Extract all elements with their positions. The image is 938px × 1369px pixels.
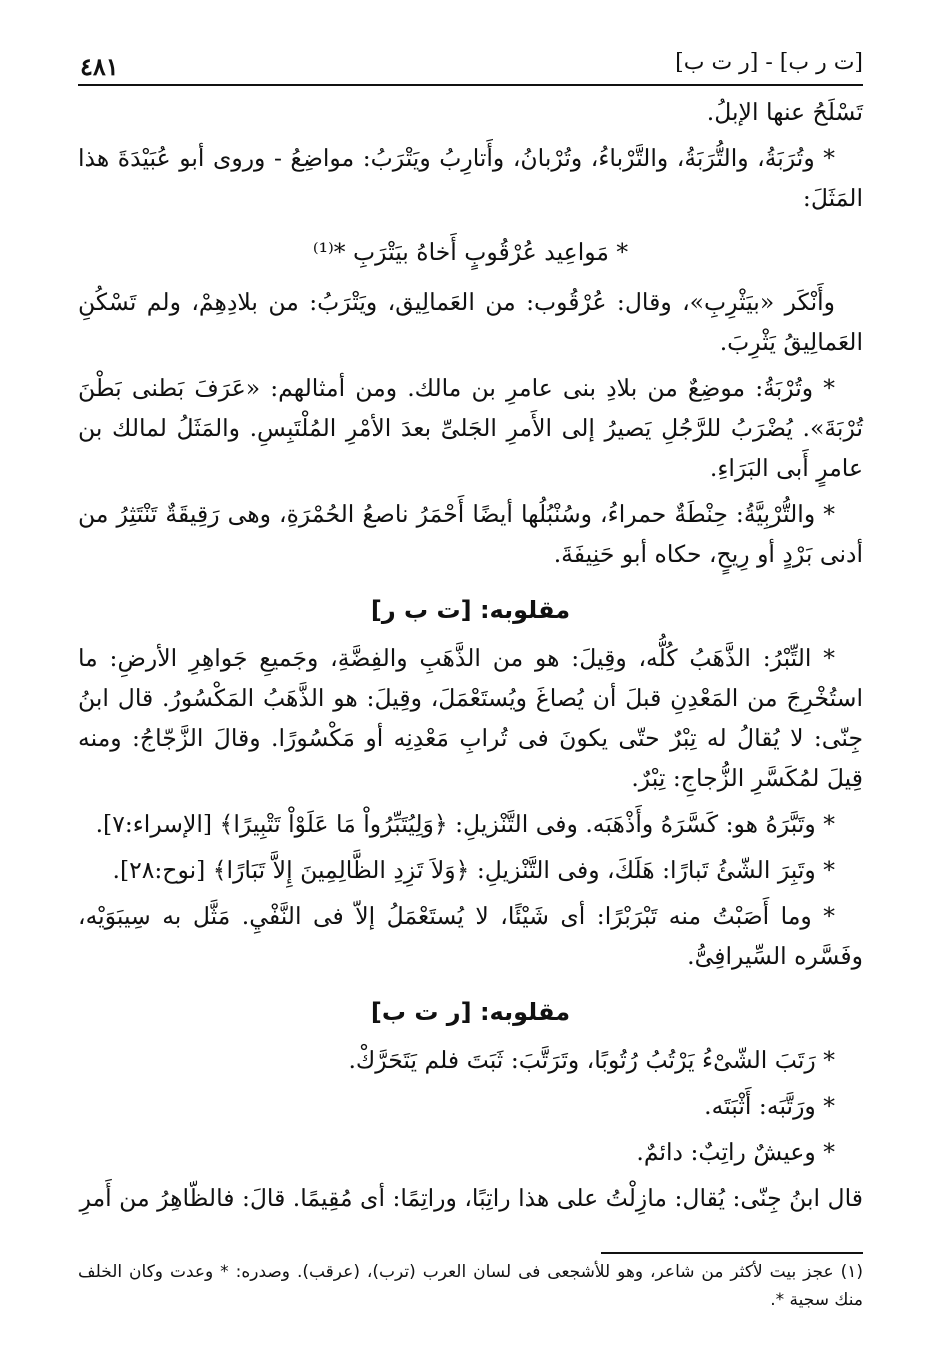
paragraph: * وتُرْبَةُ: موضِعٌ من بلادِ بنى عامرِ بن مالك. ومن أمثالهم: «عَرَفَ بَطنى بَطْنَ تُرْبَةَ». يُضْرَبُ للرَّجُلِ يَصيرُ إلى الأَمرِ الجَلىِّ بعدَ الأمْرِ المُلْتَبِسِ. والمَثَلُ لمالك بن عامرٍ أَبى البَرَاءِ.	[78, 374, 863, 482]
page-header	[78, 44, 863, 86]
paragraph: * وما أَصَبْتُ منه تَبْرَبْرًا: أى شَيْئًا، لا يُستَعْمَلُ إلاّ فى النَّفْيِ. مَثَّل به سِيبَوَيْه، وفَسَّره السِّيرافِىُّ.	[78, 902, 863, 970]
paragraph: تَسْلَحُ عنها الإبلُ.	[706, 98, 863, 126]
running-head: [ت ر ب] - [ر ت ب]	[675, 50, 863, 75]
paragraph: قال ابنُ جِنّى: يُقال: مازِلْتُ على هذا راتِبًا، وراتِمًا: أى مُقِيمًا. قالَ: فالظّاهِرُ من أَمرِ	[79, 1184, 863, 1212]
paragraph: * وتَبِرَ الشّئُ تَبارًا: هَلَكَ، وفى التَّنْزيلِ: ﴿وَلاَ تَزِدِ الظَّالِمِينَ إِلاَّ تَبَارًا﴾ [نوح:٢٨].	[112, 856, 835, 884]
paragraph: * رَتَبَ الشّىْءُ يَرْتُبُ رُتُوبًا، وتَرَتَّبَ: ثَبَتَ فلم يَتَحَرَّكْ.	[348, 1046, 835, 1074]
paragraph: * والتُّرْبِيَّةُ: حِنْطَةٌ حمراءُ، وسُنْبُلُها أيضًا أَحْمَرُ ناصعُ الحُمْرَةِ، وهى رَقِيقَةٌ تَنْتَثِرُ من أدنى بَرْدٍ أو رِيحٍ، حكاه أبو حَنِيفَةَ.	[78, 500, 863, 568]
section-heading: مقلوبه: [ر ت ب]	[370, 998, 571, 1026]
footnotes	[78, 1258, 863, 1314]
entry-body	[78, 92, 863, 1224]
paragraph: * وتَبَّرَهُ هو: كَسَّرَهُ وأَذْهَبَه. وفى التَّنْزيلِ: ﴿وَلِيُتَبِّرُواْ مَا عَلَوْاْ تَتْبِيرًا﴾ [الإسراء:٧].	[95, 810, 835, 838]
page-number: ٤٨١	[80, 52, 119, 81]
footnote: (١) عجز بيت لأكثر من شاعر، وهو للأشجعى فى لسان العرب (ترب)، (عرقب). وصدره: * وعدت وكان الخلف منك سجية *.	[78, 1262, 863, 1310]
paragraph: * وتُرَبَةُ، والتُّرَبَةُ، والتَّرْباءُ، وتُرْبانُ، وأَتارِبُ ويَتْرَبُ: مواضِعُ - وروى أبو عُبَيْدَةَ هذا المَثَلَ:	[78, 144, 863, 212]
paragraph: * التِّبْرُ: الذَّهَبُ كُلُّه، وقِيلَ: هو من الذَّهَبِ والفِضَّةِ، وجَميعِ جَواهِرِ الأرضِ: ما استُخْرِجَ من المَعْدِنِ قبلَ أن يُصاغَ ويُستَعْمَلَ، وقِيلَ: هو الذَّهَبُ المَكْسُورُ. قال ابنُ جِنّى: لا يُقالُ له تِبْرٌ حتّى يكونَ فى تُرابِ مَعْدِنِه أو مَكْسُورًا. وقالَ الزَّجّاجُ: ومنه قِيلَ لمُكَسَّرِ الزُّجاجِ: تِبْرٌ.	[78, 644, 863, 792]
verse-line: * مَواعِيد عُرْقُوبٍ أَخاهُ بيَتْرَبِ *⁽¹⁾	[312, 238, 629, 266]
paragraph: * ورَتَّبَه: أَثْبَتَه.	[704, 1092, 835, 1120]
paragraph: وأَنْكَر «بيَثْرِبِ»، وقال: عُرْقُوب: من العَمالِيق، ويَتْرَبُ: من بلادِهِمْ، ولم تَسْكُنِ العَمالِيقُ يَثْرِبَ.	[78, 288, 863, 356]
section-heading: مقلوبه: [ت ب ر]	[370, 596, 571, 624]
paragraph: * وعيشٌ راتِبٌ: دائمٌ.	[636, 1138, 835, 1166]
footnote-rule	[601, 1252, 863, 1254]
